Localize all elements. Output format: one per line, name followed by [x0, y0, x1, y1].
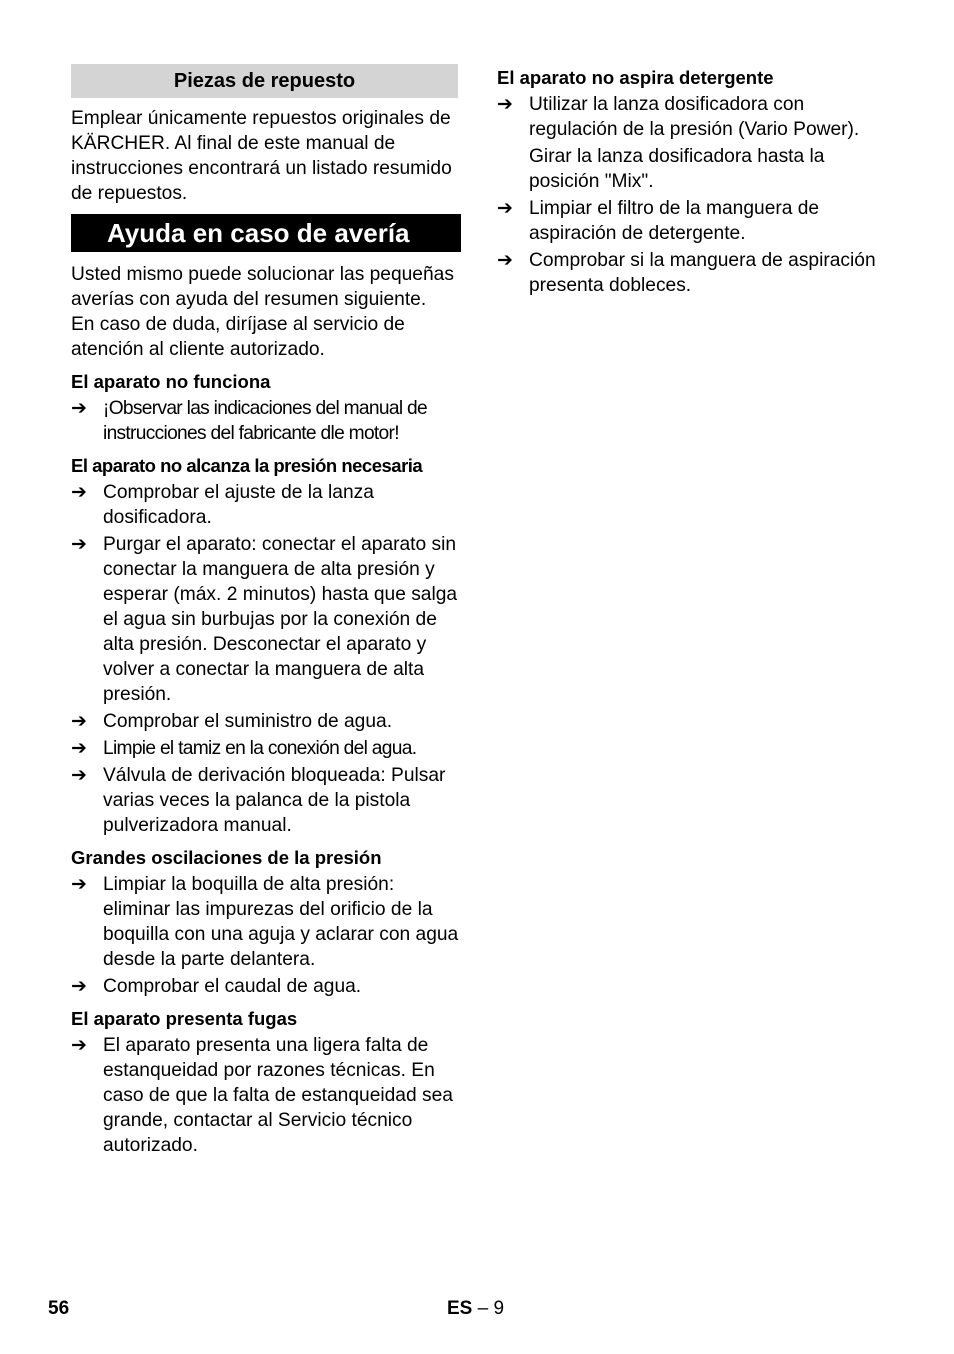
- arrow-right-icon: ➔: [71, 711, 87, 732]
- list-item: ➔ ¡Observar las indicaciones del manual de instrucciones del fabricante dle motor!: [71, 398, 427, 444]
- language-code: ES: [447, 1298, 473, 1319]
- list-item: ➔ Limpiar el filtro de la manguera de aspiración de detergente.: [497, 198, 820, 244]
- list-item: ➔ Comprobar el suministro de agua.: [71, 711, 393, 732]
- list-item: ➔ Limpiar la boquilla de alta presión: eliminar las impurezas del orificio de la boquilla con una aguja y aclarar con agua desde la parte delantera.: [71, 874, 459, 970]
- list-item: ➔ Limpie el tamiz en la conexión del agua.: [71, 738, 417, 759]
- page-footer-label: [447, 1298, 504, 1320]
- arrow-right-icon: ➔: [71, 765, 87, 786]
- troubleshooting-intro: Usted mismo puede solucionar las pequeñas averías con ayuda del resumen siguiente.: [71, 264, 454, 310]
- arrow-right-icon: ➔: [71, 738, 87, 759]
- section-heading: El aparato no aspira detergente: [497, 67, 774, 88]
- right-column: [497, 66, 887, 300]
- list-item: ➔ Purgar el aparato: conectar el aparato sin conectar la manguera de alta presión y esperar (máx. 2 minutos) hasta que salga el agua sin burbujas por la conexión de alta presión. Desconectar el aparato y volver a conectar la manguera de alta presión.: [71, 534, 458, 705]
- list-item: ➔ Válvula de derivación bloqueada: Pulsar varias veces la palanca de la pistola pulverizadora manual.: [71, 765, 446, 836]
- arrow-right-icon: ➔: [71, 534, 87, 555]
- arrow-right-icon: ➔: [497, 94, 513, 115]
- page-number: 56: [48, 1298, 70, 1319]
- list-item: ➔ El aparato presenta una ligera falta de estanqueidad por razones técnicas. En caso de que la falta de estanqueidad sea grande, contactar al Servicio técnico autorizado.: [71, 1035, 453, 1156]
- section-heading: Grandes oscilaciones de la presión: [71, 847, 382, 868]
- list-item-continuation: Girar la lanza dosificadora hasta la posición "Mix".: [529, 146, 825, 192]
- section-heading: El aparato no alcanza la presión necesaria: [71, 455, 423, 476]
- spare-parts-text: Emplear únicamente repuestos originales de KÄRCHER. Al final de este manual de instrucciones encontrará un listado resumido de repuestos.: [71, 108, 452, 204]
- list-item: ➔ Comprobar el caudal de agua.: [71, 976, 362, 997]
- arrow-right-icon: ➔: [71, 398, 87, 419]
- list-item: ➔ Comprobar si la manguera de aspiración presenta dobleces.: [497, 250, 876, 296]
- section-heading: El aparato no funciona: [71, 371, 271, 392]
- arrow-right-icon: ➔: [497, 250, 513, 271]
- arrow-right-icon: ➔: [71, 976, 87, 997]
- list-item: ➔ Comprobar el ajuste de la lanza dosificadora.: [71, 482, 374, 528]
- section-heading: El aparato presenta fugas: [71, 1008, 298, 1029]
- arrow-right-icon: ➔: [71, 482, 87, 503]
- arrow-right-icon: ➔: [71, 874, 87, 895]
- troubleshooting-intro-2: En caso de duda, diríjase al servicio de atención al cliente autorizado.: [71, 314, 405, 360]
- list-item: ➔ Utilizar la lanza dosificadora con regulación de la presión (Vario Power).: [497, 94, 860, 140]
- arrow-right-icon: ➔: [71, 1035, 87, 1056]
- left-column: [71, 64, 461, 1160]
- spare-parts-heading: Piezas de repuesto: [71, 64, 458, 98]
- arrow-right-icon: ➔: [497, 198, 513, 219]
- section-number: – 9: [477, 1298, 505, 1319]
- troubleshooting-heading: Ayuda en caso de avería: [71, 214, 461, 252]
